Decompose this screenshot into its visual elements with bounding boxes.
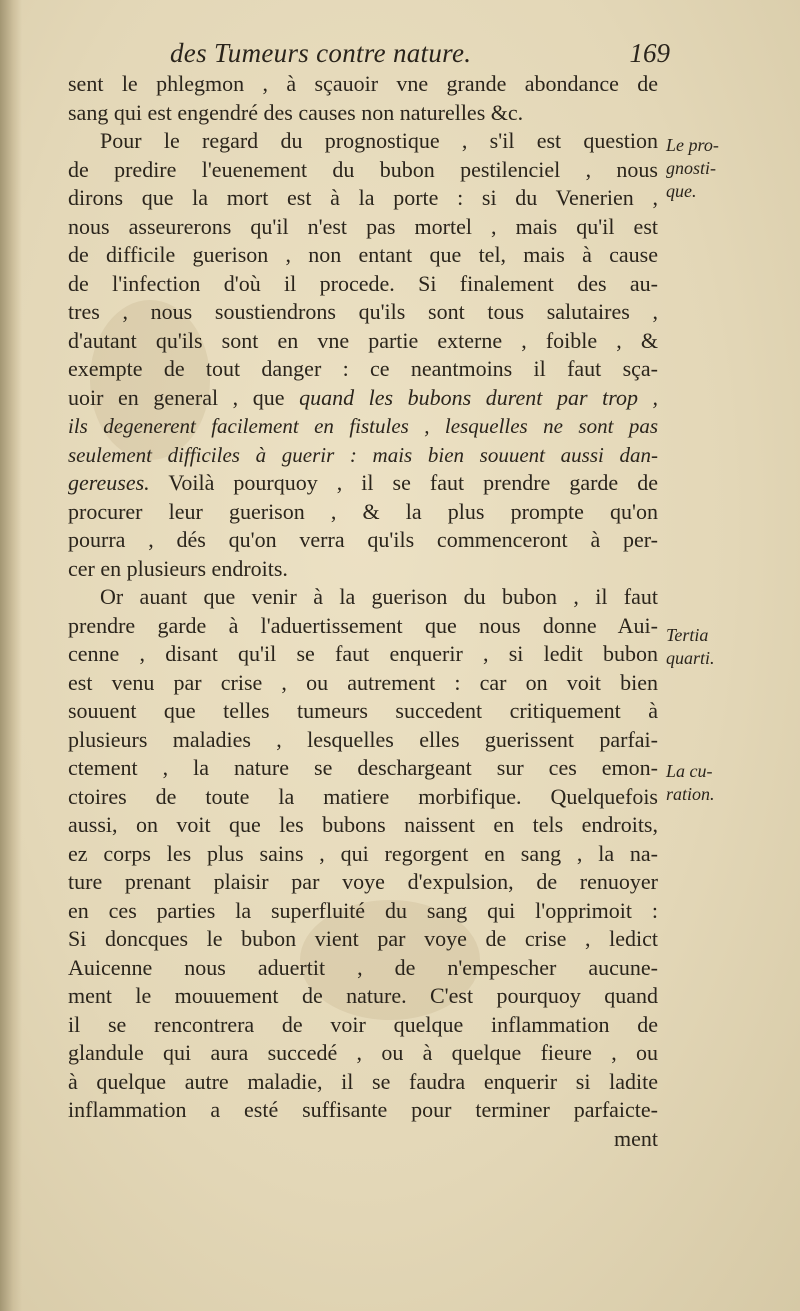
body-text <box>68 70 658 1153</box>
italic-fragment: quand les bubons durent par trop , <box>299 384 658 410</box>
text-line: procurer leur guerison , & la plus prompte qu'on <box>68 498 658 524</box>
text-line: ture prenant plaisir par voye d'expulsion, de renuoyer <box>68 869 658 894</box>
margin-note-cure <box>666 760 786 806</box>
text-line: sent le phlegmon , à sçauoir vne grande abondance de <box>68 71 658 96</box>
text-line: tres , nous soustiendrons qu'ils sont tous salutaires , <box>68 299 658 324</box>
text-line: de l'infection d'où il procede. Si finalement des au- <box>68 270 658 296</box>
text-line: de difficile guerison , non entant que tel, mais à cause <box>68 242 658 267</box>
margin-note-line: gnosti- <box>666 158 717 178</box>
text-line: plusieurs maladies , lesquelles elles guerissent parfai- <box>68 726 658 752</box>
text-line: cenne , disant qu'il se faut enquerir , si ledit bubon <box>68 641 658 666</box>
text-line: exempte de tout danger : ce neantmoins il faut sça- <box>68 356 658 381</box>
italic-fragment: gereuses. <box>68 470 150 495</box>
text-line: dirons que la mort est à la porte : si du Venerien , <box>68 185 658 210</box>
text-line: prendre garde à l'aduertissement que nous donne Aui- <box>68 612 658 638</box>
text-line: sang qui est engendré des causes non naturelles &c. <box>68 99 524 125</box>
margin-note-citation <box>666 624 786 670</box>
text-line: en ces parties la superfluité du sang qui l'opprimoit : <box>68 897 658 923</box>
text-line: Pour le regard du prognostique , s'il est question <box>100 128 658 153</box>
margin-note-line: Tertia <box>666 625 709 645</box>
margin-note-line: La cu- <box>666 761 713 781</box>
margin-note-line: Le pro- <box>666 135 719 155</box>
text-line: de predire l'euenement du bubon pestilenciel , nous <box>68 156 658 182</box>
text-line <box>68 469 658 498</box>
text-line: ctement , la nature se deschargeant sur ces emon- <box>68 755 658 780</box>
text-line: seulement difficiles à guerir : mais bien souuent aussi dan- <box>68 442 658 467</box>
text-line: il se rencontrera de voir quelque inflammation de <box>68 1011 658 1037</box>
margin-note-line: quarti. <box>666 648 715 668</box>
text-line: est venu par crise , ou autrement : car on voit bien <box>68 669 658 695</box>
text-line: Auicenne nous aduertit , de n'empescher aucune- <box>68 954 658 980</box>
text-line <box>68 384 658 413</box>
text-line: ment le mouuement de nature. C'est pourquoy quand <box>68 983 658 1008</box>
text-fragment: uoir en general , que <box>68 384 285 410</box>
text-line: à quelque autre maladie, il se faudra enquerir si ladite <box>68 1068 658 1094</box>
text-line: nous asseurerons qu'il n'est pas mortel , mais qu'il est <box>68 213 658 239</box>
text-line: d'autant qu'ils sont en vne partie externe , foible , & <box>68 327 658 353</box>
text-line: aussi, on voit que les bubons naissent en tels endroits, <box>68 812 658 837</box>
page-gutter-shadow <box>0 0 22 1311</box>
text-fragment: Voilà pourquoy , il se faut prendre garde de <box>168 470 658 495</box>
text-line: souuent que telles tumeurs succedent critiquement à <box>68 698 658 723</box>
text-line: pourra , dés qu'on verra qu'ils commenceront à per- <box>68 527 658 552</box>
text-line: ils degenerent facilement en fistules , lesquelles ne sont pas <box>68 414 658 438</box>
margin-note-prognostic <box>666 134 786 203</box>
page-number: 169 <box>629 38 670 68</box>
text-line: inflammation a esté suffisante pour terminer parfaicte- <box>68 1097 658 1122</box>
text-line: ctoires de toute la matiere morbifique. Quelquefois <box>68 783 658 809</box>
running-title: des Tumeurs contre nature. <box>170 38 472 68</box>
margin-note-line: que. <box>666 181 697 201</box>
text-line: glandule qui aura succedé , ou à quelque fieure , ou <box>68 1040 658 1065</box>
text-line: ez corps les plus sains , qui regorgent en sang , la na- <box>68 840 658 866</box>
margin-note-line: ration. <box>666 784 715 804</box>
catchword: ment <box>614 1125 658 1151</box>
text-line: Or auant que venir à la guerison du bubon , il faut <box>100 584 658 609</box>
text-line: Si doncques le bubon vient par voye de crise , ledict <box>68 926 658 951</box>
page-header <box>170 34 670 74</box>
text-line: cer en plusieurs endroits. <box>68 555 288 581</box>
